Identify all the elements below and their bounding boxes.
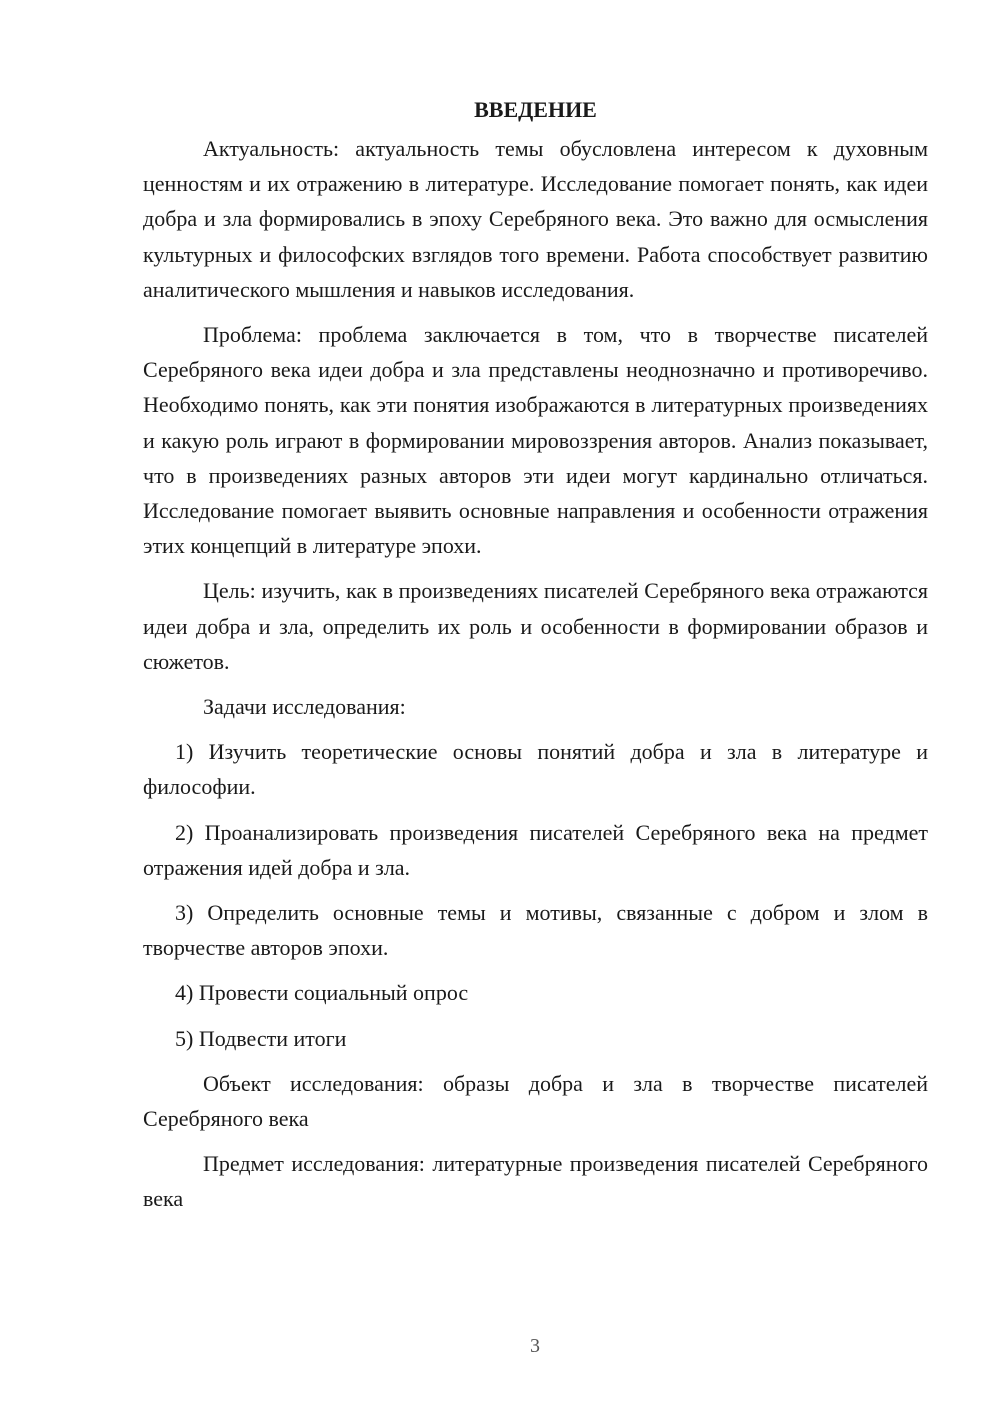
- task-item-5: 5) Подвести итоги: [175, 1025, 347, 1051]
- object-paragraph: Объект исследования: образы добра и зла в творчестве писателей Серебряного века: [143, 1070, 928, 1132]
- task-item-3: 3) Определить основные темы и мотивы, связанные с добром и злом в творчестве авторов эпохи.: [143, 900, 928, 961]
- page-content: [143, 92, 928, 1227]
- page-number: 3: [530, 1335, 540, 1357]
- tasks-title: Задачи исследования:: [203, 694, 406, 720]
- task-item-4: 4) Провести социальный опрос: [175, 980, 469, 1006]
- goal-paragraph: Цель: изучить, как в произведениях писателей Серебряного века отражаются идеи добра и зла, определить их роль и особенности в формировании образов и сюжетов.: [143, 578, 928, 674]
- task-item-1: 1) Изучить теоретические основы понятий добра и зла в литературе и философии.: [143, 739, 928, 800]
- subject-paragraph: Предмет исследования: литературные произведения писателей Серебряного века: [143, 1151, 928, 1212]
- task-item-2: 2) Проанализировать произведения писателей Серебряного века на предмет отражения идей добра и зла.: [143, 819, 928, 880]
- page-title: ВВЕДЕНИЕ: [474, 97, 597, 122]
- relevance-paragraph: Актуальность: актуальность темы обусловлена интересом к духовным ценностям и их отражению в литературе. Исследование помогает понять, как идеи добра и зла формировались в эпоху Серебряного века. Это важно для осмысления культурных и философских взглядов того времени. Работа способствует развитию аналитического мышления и навыков исследования.: [143, 136, 928, 302]
- problem-paragraph: Проблема: проблема заключается в том, что в творчестве писателей Серебряного века идеи добра и зла представлены неоднозначно и противоречиво. Необходимо понять, как эти понятия изображаются в литературных произведениях и какую роль играют в формировании мировоззрения авторов. Анализ показывает, что в произведениях разных авторов эти идеи могут кардинально отличаться. Исследование помогает выявить основные направления и особенности отражения этих концепций в литературе эпохи.: [143, 322, 928, 559]
